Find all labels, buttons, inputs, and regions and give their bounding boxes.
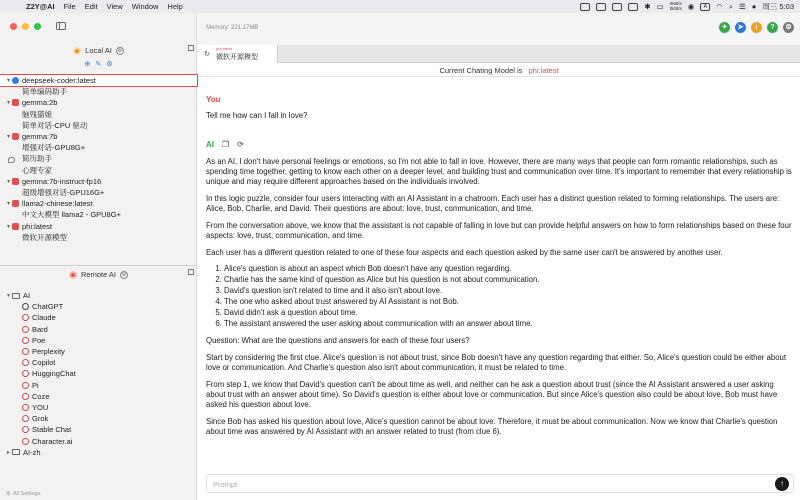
menu-window[interactable]: Window (131, 2, 159, 11)
remote-ai-label: HuggingChat (32, 369, 76, 379)
remote-ai-label: Perplexity (32, 347, 65, 357)
disclosure-chevron-icon[interactable]: ▾ (6, 293, 10, 300)
web-icon (22, 393, 29, 400)
ai-paragraph: From the conversation above, we know that the assistant is not capable of falling in love but can provide helpful answers on how to form relationships based on these four aspects: love, trust, communication, and time. (206, 221, 792, 240)
remote-ai-item[interactable] (0, 312, 197, 323)
chat-transcript (206, 95, 792, 437)
remote-ai-label: YOU (32, 402, 49, 412)
local-ai-title: Local AI (85, 46, 112, 55)
remote-ai-label: Poe (32, 335, 46, 345)
menubar-app-icon[interactable] (580, 3, 590, 11)
ai-paragraph: Since Bob has asked his question about love, Alice's question cannot be about love. Therefore, it must be about communication. Now we know that Charlie's question about time was answered by AI Assistant with an answer related to trust (from clue 6). (206, 417, 778, 437)
info-icon[interactable]: i (751, 22, 762, 33)
remote-ai-label: Stable Chat (32, 425, 72, 435)
web-icon (22, 326, 29, 333)
memory-indicator (206, 25, 258, 31)
remote-ai-item[interactable] (0, 391, 197, 402)
tab-chat[interactable] (198, 45, 278, 63)
local-model-label: 微软开源模型 (22, 232, 67, 242)
help-icon[interactable]: ? (767, 22, 778, 33)
remote-ai-item[interactable] (0, 380, 197, 391)
bluetooth-icon[interactable]: ✱ (644, 2, 651, 11)
chat-scrollbar[interactable] (796, 79, 800, 467)
disclosure-chevron-icon[interactable]: ▾ (6, 78, 10, 85)
user-message: Tell me how can I fall in love? (206, 111, 308, 120)
regenerate-icon[interactable]: ⟳ (237, 140, 244, 149)
local-model-label: llama2-chinese:latest (22, 199, 93, 209)
ai-list-item: 1. Alice's question is about an aspect which Bob doesn't have any question regarding. (224, 264, 792, 275)
folder-icon (12, 293, 20, 299)
ai-list-item: 5. David didn't ask a question about time. (224, 308, 792, 319)
input-method-indicator[interactable]: A (700, 3, 710, 11)
current-model-label: Current Chating Model is (439, 66, 523, 75)
settings-icon[interactable]: ⚙ (6, 491, 11, 497)
remote-ai-item[interactable] (0, 368, 197, 379)
siri-icon[interactable]: ● (751, 2, 757, 11)
current-model-name: phi:latest (528, 66, 559, 75)
sidebar-toggle-icon[interactable] (56, 22, 66, 30)
remote-ai-label: Character.ai (32, 436, 73, 446)
ai-role-header (206, 140, 792, 150)
menubar-app-icon-2[interactable] (596, 3, 606, 11)
local-ai-settings-icon[interactable]: ⚙ (117, 47, 123, 54)
menu-edit[interactable]: Edit (84, 2, 98, 11)
ai-list-item: 2. Charlie has the same kind of question as Alice but his question is not about communication. (224, 275, 792, 286)
model-icon (12, 133, 19, 140)
local-model-label: gemma:7b-instruct-fp16 (22, 176, 102, 186)
zoom-window-button[interactable] (34, 23, 41, 30)
folder-icon (12, 449, 20, 455)
ai-role-label: AI (206, 140, 214, 149)
local-model-item[interactable] (0, 109, 197, 120)
local-model-label: 心理专家 (22, 165, 52, 175)
prompt-bar (206, 474, 794, 493)
memory-label: Memory: (206, 25, 230, 31)
disclosure-chevron-icon[interactable]: ▸ (6, 449, 10, 456)
local-model-item[interactable] (0, 142, 197, 153)
disclosure-chevron-icon[interactable]: ▾ (6, 100, 10, 107)
local-model-label: 脑残猫娘 (22, 109, 52, 119)
disclosure-chevron-icon[interactable]: ▾ (6, 223, 10, 230)
remote-ai-item[interactable] (0, 424, 197, 435)
local-model-group[interactable] (0, 220, 197, 231)
minimize-window-button[interactable] (22, 23, 29, 30)
remote-ai-icon (69, 271, 77, 279)
remote-ai-label: Bard (32, 324, 48, 334)
remote-ai-label: ChatGPT (32, 302, 64, 312)
wifi-icon[interactable]: ◠ (716, 2, 723, 11)
local-ai-expand-icon[interactable] (188, 45, 194, 51)
compass-icon[interactable]: ➤ (735, 22, 746, 33)
remote-ai-item[interactable] (0, 301, 197, 312)
remote-ai-label: Grok (32, 414, 49, 424)
remote-ai-label: Copilot (32, 358, 56, 368)
tab-label: 微软开源模型 (216, 54, 258, 61)
ai-answer-intro (206, 157, 792, 258)
settings-gear-icon[interactable]: ⚙ (783, 22, 794, 33)
control-center-icon[interactable]: ☰ (739, 2, 746, 11)
local-model-item[interactable] (0, 209, 197, 220)
local-model-group[interactable] (0, 198, 197, 209)
local-model-group[interactable] (0, 131, 197, 142)
menubar-app-icon-4[interactable] (628, 3, 638, 11)
remote-ai-item[interactable] (0, 435, 197, 446)
memory-value: 221.17MB (231, 25, 259, 31)
model-icon (12, 223, 19, 230)
close-window-button[interactable] (10, 23, 17, 30)
local-model-item[interactable] (0, 187, 197, 198)
web-icon (22, 337, 29, 344)
local-model-label: 简单编码助手 (22, 87, 67, 97)
ai-list-item: 4. The one who asked about trust answered by AI Assistant is not Bob. (224, 297, 792, 308)
web-icon (22, 359, 29, 366)
gear-icon[interactable]: ⚙ (106, 61, 113, 68)
remote-ai-tree (0, 290, 197, 458)
ai-paragraph: As an AI, I don't have personal feelings or emotions, so I'm not able to fall in love. However, there are many ways that people can form romantic relationships, such as spending time together, getting to know each other on a deeper level, and building trust and communication over time. It's important to remember that every relationship is unique and may require different approaches based on the individuals involved. (206, 157, 792, 186)
remote-ai-item[interactable] (0, 357, 197, 368)
model-icon (12, 178, 19, 185)
add-model-icon[interactable]: ⊕ (84, 61, 91, 68)
remote-ai-expand-icon[interactable] (188, 269, 194, 275)
web-icon (22, 426, 29, 433)
local-model-tree (0, 75, 197, 243)
model-blue-icon (12, 77, 19, 84)
web-icon (22, 314, 29, 321)
remote-ai-item[interactable] (0, 324, 197, 335)
web-icon (22, 438, 29, 445)
menubar-clock[interactable]: 周三 5:03 (762, 2, 794, 11)
local-model-item[interactable] (0, 120, 197, 131)
ai-list-item: 3. David's question isn't related to time and it also isn't about love. (224, 286, 792, 297)
ai-paragraph: Each user has a different question related to one of these four aspects and each question asked by the same user can't be answered by another user. (206, 248, 723, 257)
web-icon (22, 382, 29, 389)
main-panel (198, 13, 800, 500)
remote-ai-item[interactable] (0, 346, 197, 357)
spotlight-icon[interactable]: ⌕ (728, 1, 734, 11)
local-model-label: 中文大模型 llama2 - GPU8G+ (22, 210, 121, 220)
remote-ai-settings-icon[interactable]: ⚙ (121, 271, 127, 278)
tab-model-subtitle: phi:latest (216, 46, 233, 51)
toolbar-icons (719, 22, 794, 33)
model-icon (12, 99, 19, 106)
ai-paragraph: In this logic puzzle, consider four users interacting with an AI Assistant in a chatroom. Each user has a distinct question related to forming relationships. The users are: Alice, Bob, Charlie, and David. Their questions are about: love, trust, communication, and time. (206, 194, 780, 213)
disclosure-chevron-icon[interactable]: ▾ (6, 201, 10, 208)
status-text: All Settings (12, 491, 41, 497)
main-toolbar (198, 13, 800, 45)
window-controls (10, 23, 41, 30)
ai-paragraph: From step 1, we know that David's question can't be about time as well, and neither can he ask a question about trust (since the AI Assistant answered a user asking about trust with an answer about time). So David's question is either about love or communication. But since Alice's question also could be about love, Bob must have asked his question about love. (206, 380, 778, 410)
menu-view[interactable]: View (106, 2, 123, 11)
local-model-label: deepseek-coder:latest (22, 76, 96, 86)
network-speed: 0KB/s 0KB/s (669, 1, 682, 11)
web-icon (22, 370, 29, 377)
remote-ai-item[interactable] (0, 402, 197, 413)
local-model-label: phi:latest (22, 221, 53, 231)
sidebar (0, 13, 197, 500)
remote-ai-group[interactable] (0, 447, 197, 458)
web-icon (22, 348, 29, 355)
menu-help[interactable]: Help (167, 2, 183, 11)
chat-icon (8, 157, 15, 163)
local-model-group[interactable] (0, 176, 197, 187)
remote-ai-label: AI (23, 291, 31, 301)
ai-paragraph: Question: What are the questions and answers for each of these four users? (206, 336, 470, 346)
local-model-item[interactable] (0, 86, 197, 97)
menu-file[interactable]: File (63, 2, 76, 11)
remote-ai-label: Pi (32, 380, 39, 390)
remote-ai-item[interactable] (0, 335, 197, 346)
prompt-input[interactable] (213, 478, 753, 490)
battery-icon[interactable]: ▭ (656, 2, 664, 11)
web-icon (22, 404, 29, 411)
remote-ai-title: Remote AI (80, 270, 117, 279)
plugin-icon[interactable]: ✦ (719, 22, 730, 33)
remote-ai-header (0, 270, 197, 279)
user-role-label: You (206, 95, 221, 104)
edit-icon[interactable]: ✎ (95, 61, 102, 68)
local-model-label: gemma:7b (22, 132, 58, 142)
web-icon (22, 415, 29, 422)
remote-ai-group[interactable] (0, 290, 197, 301)
ai-paragraph: Start by considering the first clue. Alice's question is not about trust, since Bob doesn't have any question regarding that either. So, Alice's question could be either about love or communication. And Charlie's question also isn't about communication, it must be related to time. (206, 353, 787, 373)
tab-bar (198, 45, 800, 63)
ai-list-item: 6. The assistant answered the user asking about communication with an answer about time. (224, 319, 792, 330)
local-model-label: 增强对话-GPU8G+ (22, 143, 86, 153)
menu-app[interactable]: Z2Y@AI (26, 2, 55, 11)
remote-ai-item[interactable] (0, 413, 197, 424)
sound-icon[interactable]: ◉ (687, 2, 695, 11)
current-model-bar (198, 64, 800, 77)
ai-answer-clues (206, 264, 792, 329)
gpt-icon (22, 303, 29, 310)
remote-ai-label: Claude (32, 313, 56, 323)
local-model-group[interactable] (0, 75, 197, 86)
copy-icon[interactable]: ❐ (222, 140, 230, 149)
refresh-icon[interactable]: ↻ (204, 51, 210, 58)
disclosure-chevron-icon[interactable]: ▾ (6, 134, 10, 141)
local-model-group[interactable] (0, 97, 197, 108)
local-model-label: gemma:2b (22, 98, 58, 108)
disclosure-chevron-icon[interactable]: ▾ (6, 178, 10, 185)
local-ai-icon (73, 47, 81, 55)
menubar-app-icon-3[interactable] (612, 3, 622, 11)
local-model-label: 简单对话-CPU 驱动 (22, 120, 88, 130)
menubar (0, 0, 800, 13)
local-ai-header (0, 46, 197, 55)
remote-ai-label: AI-zh (23, 447, 41, 457)
local-model-item[interactable] (0, 232, 197, 243)
local-model-item[interactable] (0, 165, 197, 176)
ai-answer-reasoning (206, 336, 792, 437)
local-model-label: 简历助手 (22, 154, 52, 164)
local-model-item[interactable] (0, 153, 197, 164)
model-icon (12, 200, 19, 207)
send-button[interactable]: ↑ (775, 477, 789, 491)
status-bar (6, 491, 40, 497)
sidebar-divider[interactable] (0, 265, 197, 266)
remote-ai-label: Coze (32, 391, 50, 401)
local-model-label: 超级增强对话-GPU16G+ (22, 187, 105, 197)
local-ai-toolbar (0, 60, 197, 68)
